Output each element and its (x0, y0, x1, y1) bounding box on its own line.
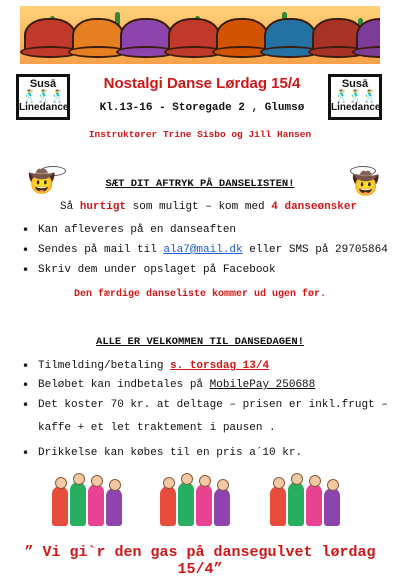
list-item: Det koster 70 kr. at deltage – prisen er inkl.frugt – (38, 399, 388, 411)
dancer-figures-icon: 🕺🕺🕺 (334, 89, 376, 103)
susa-linedance-logo-left (16, 74, 70, 120)
list-item: Beløbet kan indbetales på MobilePay 250688 (38, 379, 316, 391)
banner-image (20, 6, 380, 64)
cowboy-left-icon: 🤠 (28, 170, 56, 195)
dancer-figures-icon: 🕺🕺🕺 (22, 89, 64, 103)
dancing-ladies-image (158, 468, 230, 526)
section-heading-velkommen: ALLE ER VELKOMMEN TIL DANSEDAGEN! (96, 336, 304, 348)
bullet-icon: • (22, 243, 30, 257)
page-title: Nostalgi Danse Lørdag 15/4 (103, 75, 301, 92)
list-item-continuation: kaffe + et let traktement i pausen . (38, 422, 276, 434)
section-heading-danselisten: SÆT DIT AFTRYK PÅ DANSELISTEN! (105, 178, 295, 190)
dancing-ladies-image (50, 468, 122, 526)
list-item: Skriv dem under opslaget på Facebook (38, 264, 276, 276)
logo-bottom-text: Linedance (331, 102, 381, 113)
mobilepay-link[interactable]: MobilePay 250688 (209, 379, 316, 391)
dancing-ladies-image (268, 468, 340, 526)
susa-linedance-logo-right (328, 74, 382, 120)
logo-top-text: Susā (29, 78, 57, 90)
list-item: Sendes på mail til ala7@mail.dk eller SMS på 29705864 (38, 244, 388, 256)
instructors-line: Instruktører Trine Sisbo og Jill Hansen (88, 129, 312, 140)
dance-wishes-line: Så hurtigt som muligt – kom med 4 danseønsker (60, 201, 358, 213)
bullet-icon: • (22, 378, 30, 392)
list-item: Drikkelse kan købes til en pris a´10 kr. (38, 447, 303, 459)
bullet-icon: • (22, 446, 30, 460)
email-link[interactable]: ala7@mail.dk (163, 244, 243, 256)
logo-top-text: Susā (341, 78, 369, 90)
list-item: Tilmelding/betaling s. torsdag 13/4 (38, 360, 270, 372)
footer-slogan: ” Vi gi`r den gas på dansegulvet lørdag 15/4” (24, 544, 376, 578)
logo-bottom-text: Linedance (19, 102, 69, 113)
danseliste-note: Den færdige danseliste kommer ud ugen før. (73, 289, 327, 300)
bullet-icon: • (22, 223, 30, 237)
bullet-icon: • (22, 359, 30, 373)
event-time-venue: Kl.13-16 - Storegade 2 , Glumsø (99, 102, 305, 114)
list-item: Kan afleveres på en danseaften (38, 224, 237, 236)
bullet-icon: • (22, 263, 30, 277)
bullet-icon: • (22, 398, 30, 412)
cowboy-right-icon: 🤠 (352, 172, 380, 197)
